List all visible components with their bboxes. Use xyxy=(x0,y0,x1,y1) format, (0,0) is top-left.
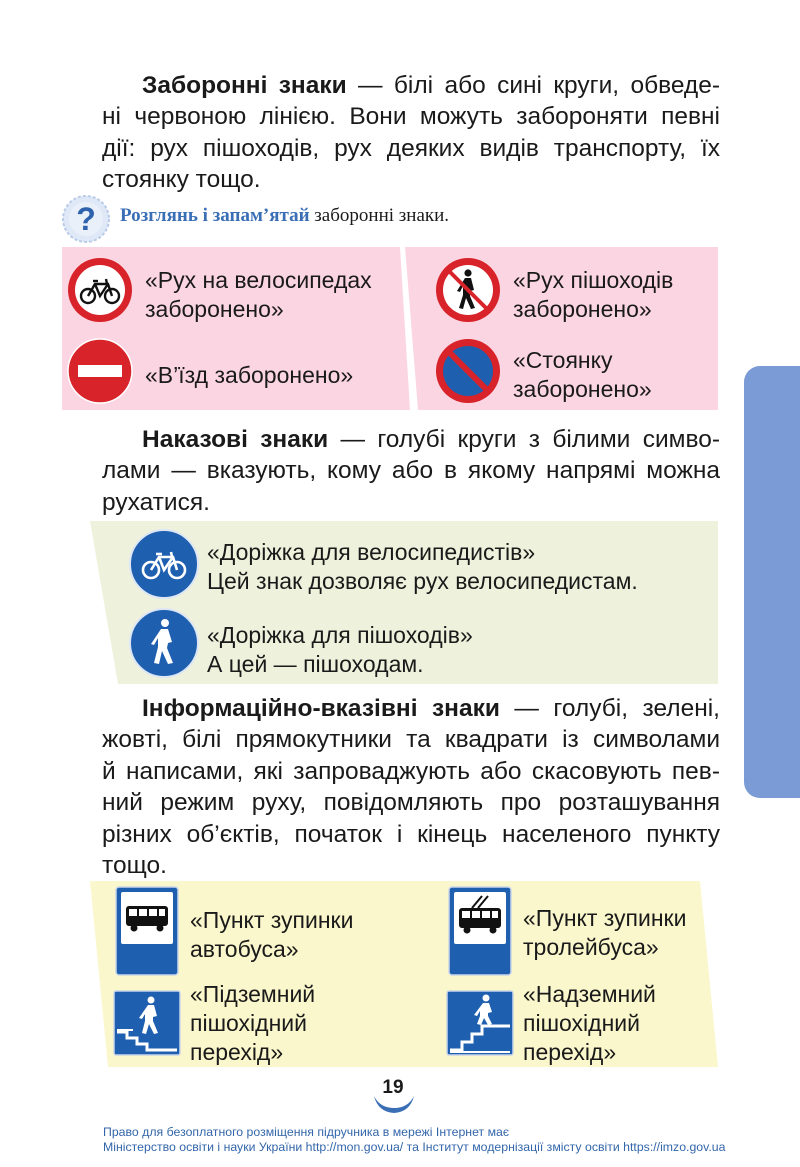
paragraph-line: Заборонні знаки — білі або сині круги, обведе- xyxy=(142,72,721,99)
paragraph-line: лами — вказують, кому або в якому напрямі можна xyxy=(102,457,720,485)
paragraph-line: ний режим руху, повідомляють про розташування xyxy=(102,789,720,817)
svg-text:?: ? xyxy=(76,201,96,237)
underground-crossing-sign xyxy=(113,990,181,1056)
mandatory-term: Наказові знаки xyxy=(142,426,329,453)
bus-stop-sign xyxy=(115,886,179,976)
paragraph-line: різних об’єктів, початок і кінець населеного пункту xyxy=(102,820,720,848)
overhead-crossing-caption: «Надземний пішохідний перехід» xyxy=(523,981,656,1065)
no-pedestrians-sign xyxy=(434,256,502,324)
bus-stop-caption: «Пункт зупинки автобуса» xyxy=(190,907,354,962)
paragraph-line: ні червоною лінією. Вони можуть забороняти певні xyxy=(102,103,720,131)
informational-term: Інформаційно-вказівні знаки xyxy=(142,695,500,722)
prohibitory-term: Заборонні знаки xyxy=(142,72,347,99)
paragraph-line: тощо. xyxy=(102,852,167,880)
no-pedestrians-caption: «Рух пішоходів заборонено» xyxy=(513,267,674,322)
no-entry-sign xyxy=(66,337,134,405)
paragraph-line: жовті, білі прямокутники та квадрати із символами xyxy=(102,726,720,754)
cycle-path-caption: «Доріжка для велосипедистів» Цей знак дозволяє рух велосипедистам. xyxy=(207,539,638,594)
footer-note: Право для безоплатного розміщення підручника в мережі Інтернет має Міністерство освіти і науки України http://mon.gov.ua/ та Інститут модернізації змісту освіти https://imzo.gov.ua xyxy=(103,1125,726,1154)
paragraph-line: стоянку тощо. xyxy=(102,166,261,194)
paragraph-line: Інформаційно-вказівні знаки — голубі, зелені, xyxy=(142,695,720,722)
paragraph-line: Наказові знаки — голубі круги з білими симво- xyxy=(142,426,721,453)
informational-paragraph xyxy=(102,693,720,881)
hint-highlight: Розглянь і запам’ятай xyxy=(120,205,310,226)
mandatory-paragraph xyxy=(102,424,720,518)
no-parking-sign xyxy=(434,337,502,405)
trolleybus-stop-caption: «Пункт зупинки тролейбуса» xyxy=(523,905,687,960)
cycle-path-sign xyxy=(128,528,200,600)
foot-path-caption: «Доріжка для пішоходів» А цей — пішоходам. xyxy=(207,622,473,677)
trolleybus-stop-sign xyxy=(448,886,512,976)
paragraph-line: дії: рух пішоходів, рух деяких видів транспорту, їх xyxy=(102,134,720,162)
no-bicycles-sign xyxy=(66,256,134,324)
no-parking-caption: «Стоянку заборонено» xyxy=(513,347,652,402)
paragraph-line: й написами, які запроваджують або скасовують пев- xyxy=(102,757,720,785)
no-bicycles-caption: «Рух на велосипедах заборонено» xyxy=(145,267,372,322)
foot-path-sign xyxy=(128,607,200,679)
hint-text: Розглянь і запам’ятай заборонні знаки. xyxy=(120,205,450,226)
paragraph-line: рухатися. xyxy=(102,488,210,516)
page-number-badge xyxy=(368,1066,418,1116)
page-number: 19 xyxy=(382,1077,404,1098)
underground-crossing-caption: «Підземний пішохідний перехід» xyxy=(190,981,316,1065)
overhead-crossing-sign xyxy=(446,990,514,1056)
no-entry-caption: «В’їзд заборонено» xyxy=(145,362,354,388)
